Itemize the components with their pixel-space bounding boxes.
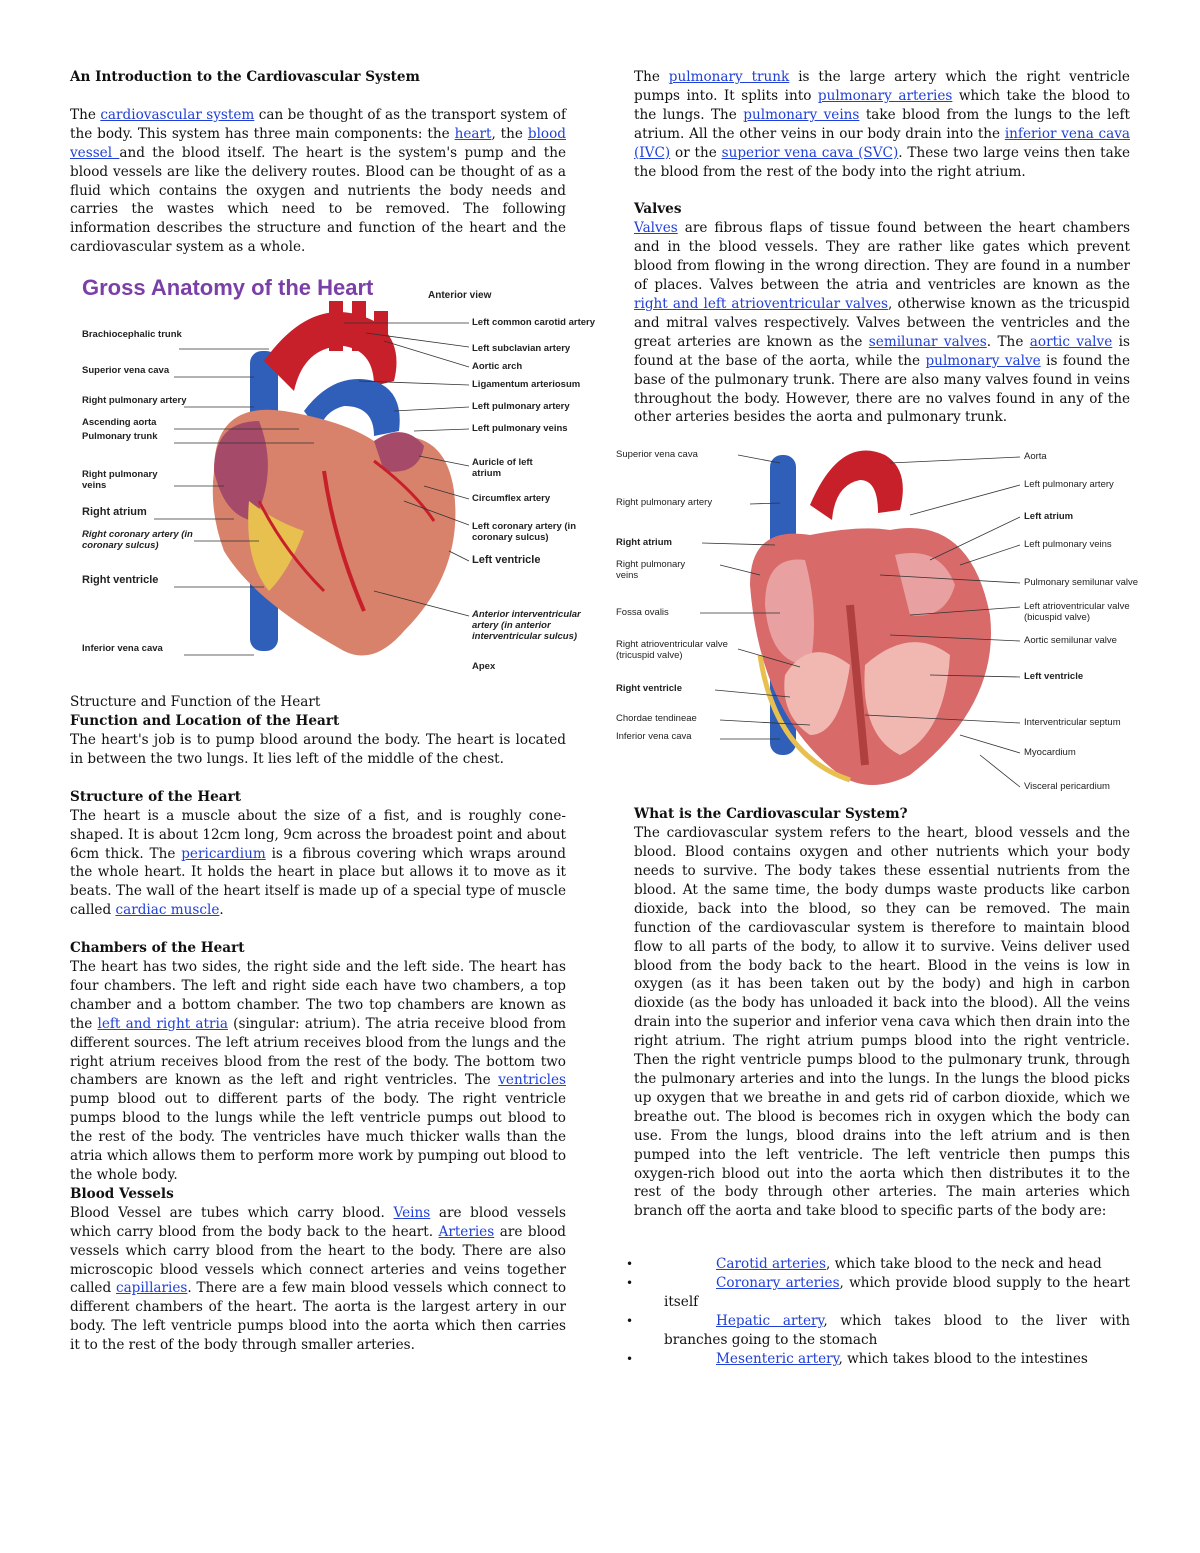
cardiovascular-paragraph: The cardiovascular system refers to the heart, blood vessels and the blood. Blood contains oxygen and other nutrients which your body needs to survive. The body takes these essential nutrients from the blood. At the same time, the body dumps waste products like carbon dioxide, back into the blood, so they can be removed. The main function of the cardiovascular system is therefore to maintain blood flow to all parts of the body, to allow it to survive. Veins deliver used blood from the body back to the heart. Blood in the veins is low in oxygen (as it has been taken out by the body) and high in carbon dioxide (as the body has unloaded it back into the blood). All the veins drain into the superior and inferior vena cava which then drain into the right atrium. The right atrium pumps blood into the right ventricle. Then the right ventricle pumps blood to the pulmonary trunk, through the pulmonary arteries and into the lungs. In the lungs the blood picks up oxygen that we breathe in and gets rid of carbon dioxide, which we breathe out. The blood is becomes rich in oxygen which the body can use. From the lungs, blood drains into the left atrium and is then pumped into the left ventricle. The left ventricle then pumps this oxygen-rich blood out into the aorta which then distributes it to the rest of the body through other arteries. The main arteries which branch off the aorta and take blood to specific parts of the body are: [634,825,1130,1220]
inline-link[interactable]: blood vessel [70,125,566,161]
figure-label: Apex [472,661,496,673]
chambers-paragraph: The heart has two sides, the right side and the left side. The heart has four chambers. The left and right side each have two chambers, a top chamber and a bottom chamber. The two top chambers are known as the left and right atria (singular: atrium). The atria receive blood from different sources. The left atrium receives blood from the lungs and the right atrium receives blood from the rest of the body. The bottom two chambers are known as the left and right ventricles. The ventricles pump blood out to different parts of the body. The right ventricle pumps blood to the lungs while the left ventricle pumps out blood to the rest of the body. The ventricles have much thicker walls than the atria which allows them to perform more work by pumping out blood to the whole body. [70,959,566,1183]
section-heading: Chambers of the Heart [70,940,245,957]
inline-link[interactable]: ventricles [498,1072,566,1089]
figure-subtitle: Anterior view [428,290,492,302]
figure-label: Pulmonary trunk [82,431,158,443]
pulmonary-trunk-paragraph: The pulmonary trunk is the large artery which the right ventricle pumps into. It splits into pulmonary arteries which take the blood to the lungs. The pulmonary veins take blood from the lungs to the left atrium. All the other veins in our body drain into the inferior vena cava (IVC) or the superior vena cava (SVC). These two large veins then take the blood from the rest of the body into the right atrium. [634,69,1131,180]
figure-label: Aortic arch [472,361,523,373]
inline-link[interactable]: superior vena cava (SVC) [721,144,899,161]
figure-label: Left subclavian artery [472,343,571,355]
figure-label: Superior vena cava [82,365,170,377]
figure-label: Left ventricle [1024,671,1084,683]
figure-label: Right atrium [82,506,147,519]
figure-label: Left atrium [1024,511,1074,523]
figure-label: Myocardium [1024,747,1076,759]
inline-link[interactable]: cardiovascular system [100,106,255,123]
coronary-link[interactable]: Coronary arteries [716,1275,840,1292]
figure-label: Aorta [1024,451,1047,463]
figure-label: Ascending aorta [82,417,157,429]
bullet-icon: • [626,1257,634,1272]
inline-link[interactable]: right and left atrioventricular valves [634,295,889,312]
inline-link[interactable]: pulmonary trunk [668,69,790,85]
right-column [616,68,1139,1369]
figure-label: Inferior vena cava [82,643,163,655]
structure-paragraph: The heart is a muscle about the size of a fist, and is roughly cone-shaped. It is about 12cm long, 9cm across the broadest point and about 6cm thick. The pericardium is a fibrous covering which wraps around the whole heart. It holds the heart in place but allows it to move as it beats. The wall of the heart itself is made up of a special type of muscle called cardiac muscle. [70,807,566,919]
mesenteric-link[interactable]: Mesenteric artery [716,1350,839,1367]
figure-label: Fossa ovalis [616,607,669,619]
figure-label: Auricle of left atrium [472,457,533,480]
figure-label: Left pulmonary artery [472,401,570,413]
figure-label: Right pulmonary artery [616,497,713,509]
inline-link[interactable]: inferior vena cava (IVC) [634,125,1130,161]
heart-section-figure [610,435,1160,795]
intro-paragraph: The cardiovascular system can be thought of as the transport system of the body. This system has three main components: the heart, the blood vessel and the blood itself. The heart is the system's pump and the blood vessels are like the delivery routes. Blood can be thought of as a fluid which contains the oxygen and nutrients the body needs and carries the wastes which need to be removed. The following information describes the structure and function of the heart and the cardiovascular system as a whole. [70,106,566,256]
figure-label: Left common carotid artery [472,317,595,329]
figure-label: Left pulmonary artery [1024,479,1114,491]
inline-link[interactable]: Veins [393,1204,431,1221]
figure-label: Ligamentum arteriosum [472,379,581,391]
section-heading: Valves [634,201,682,218]
inline-link[interactable]: pulmonary arteries [817,87,953,104]
figure-label: Right pulmonary veins [616,559,686,582]
valves-paragraph: Valves are fibrous flaps of tissue found between the heart chambers and in the blood vessels. They are rather like gates which prevent blood from flowing in the wrong direction. They are found in a number of places. Valves between the atria and ventricles are known as the right and left atrioventricular valves, otherwise known as the tricuspid and mitral valves respectively. Valves between the ventricles and the great arteries are known as the semilunar valves. The aortic valve is found at the base of the aorta, while the pulmonary valve is found the base of the pulmonary trunk. There are also many valves found in veins throughout the body. However, there are no valves found in any of the other arteries besides the aorta and pulmonary trunk. [634,220,1130,426]
function-paragraph: The heart's job is to pump blood around the body. The heart is located in between the two lungs. It lies left of the middle of the chest. [70,731,566,767]
inline-link[interactable]: aortic valve [1029,333,1113,350]
hepatic-link[interactable]: Hepatic artery [716,1312,824,1329]
figure-label: Chordae tendineae [616,713,697,725]
figure-label: Brachiocephalic trunk [82,329,182,341]
section-heading: Structure of the Heart [70,788,242,805]
figure-label: Interventricular septum [1024,717,1121,729]
bullet-icon: • [626,1351,634,1366]
left-column [70,68,595,1355]
inline-link[interactable]: heart [454,125,492,142]
bullet-icon: • [626,1313,634,1328]
figure-label: Right atrioventricular valve (tricuspid valve) [616,639,728,662]
inline-link[interactable]: capillaries [115,1280,188,1297]
figure-label: Right ventricle [616,683,682,695]
figure-label: Left pulmonary veins [1024,539,1112,551]
carotid-link[interactable]: Carotid arteries [716,1256,826,1273]
figure-label: Pulmonary semilunar valve [1024,577,1139,589]
figure-label: Right coronary artery (in coronary sulcus) [82,529,193,552]
inline-link[interactable]: pericardium [181,845,266,862]
bullet-icon: • [626,1276,634,1291]
inline-link[interactable]: Valves [634,220,678,237]
figure-label: Circumflex artery [472,493,551,505]
inline-link[interactable]: left and right atria [97,1015,228,1032]
list-item: • Mesenteric artery, which takes blood to the intestines [626,1350,1088,1367]
list-item: • Coronary arteries, which provide blood supply to the heart itself [626,1275,1130,1311]
vessels-paragraph: Blood Vessel are tubes which carry blood. Veins are blood vessels which carry blood from the body back to the heart. Arteries are blood vessels which carry blood from the heart to the body. There are also microscopic blood vessels which connect arteries and veins together called capillaries. There are a few main blood vessels which connect to different chambers of the heart. The aorta is the largest artery in our body. The left ventricle pumps blood into the aorta which then carries it to the rest of the body through smaller arteries. [70,1204,566,1354]
figure-title: Gross Anatomy of the Heart [82,275,374,301]
page-title: An Introduction to the Cardiovascular System [70,69,420,85]
figure-label: Superior vena cava [616,449,698,461]
figure-label: Aortic semilunar valve [1024,635,1117,647]
artery-list [626,1255,1130,1368]
figure-label: Left ventricle [472,554,541,567]
section-heading: Blood Vessels [70,1185,174,1202]
section-heading: Function and Location of the Heart [70,713,340,730]
heart-anatomy-figure [74,271,604,681]
section-subtitle: Structure and Function of the Heart [70,694,321,711]
list-item: • Hepatic artery, which takes blood to the liver with branches going to the stomach [626,1312,1130,1348]
figure-label: Left coronary artery (in coronary sulcus) [472,521,576,544]
inline-link[interactable]: Arteries [438,1223,495,1240]
figure-label: Right ventricle [82,574,159,587]
figure-label: Visceral pericardium [1024,781,1110,793]
figure-label: Left atrioventricular valve (bicuspid valve) [1024,601,1130,624]
inline-link[interactable]: semilunar valves [868,333,987,350]
list-item: • Carotid arteries, which take blood to the neck and head [626,1256,1102,1273]
inline-link[interactable]: cardiac muscle [115,902,220,919]
figure-label: Right atrium [616,537,672,549]
section-heading: What is the Cardiovascular System? [634,806,908,823]
inline-link[interactable]: pulmonary veins [743,106,860,123]
inline-link[interactable]: pulmonary valve [925,352,1041,369]
figure-label: Anterior interventricular artery (in anterior interventricular sulcus) [472,609,581,643]
figure-label: Right pulmonary artery [82,395,187,407]
figure-label: Left pulmonary veins [472,423,568,435]
figure-label: Inferior vena cava [616,731,692,743]
figure-label: Right pulmonary veins [82,469,158,492]
